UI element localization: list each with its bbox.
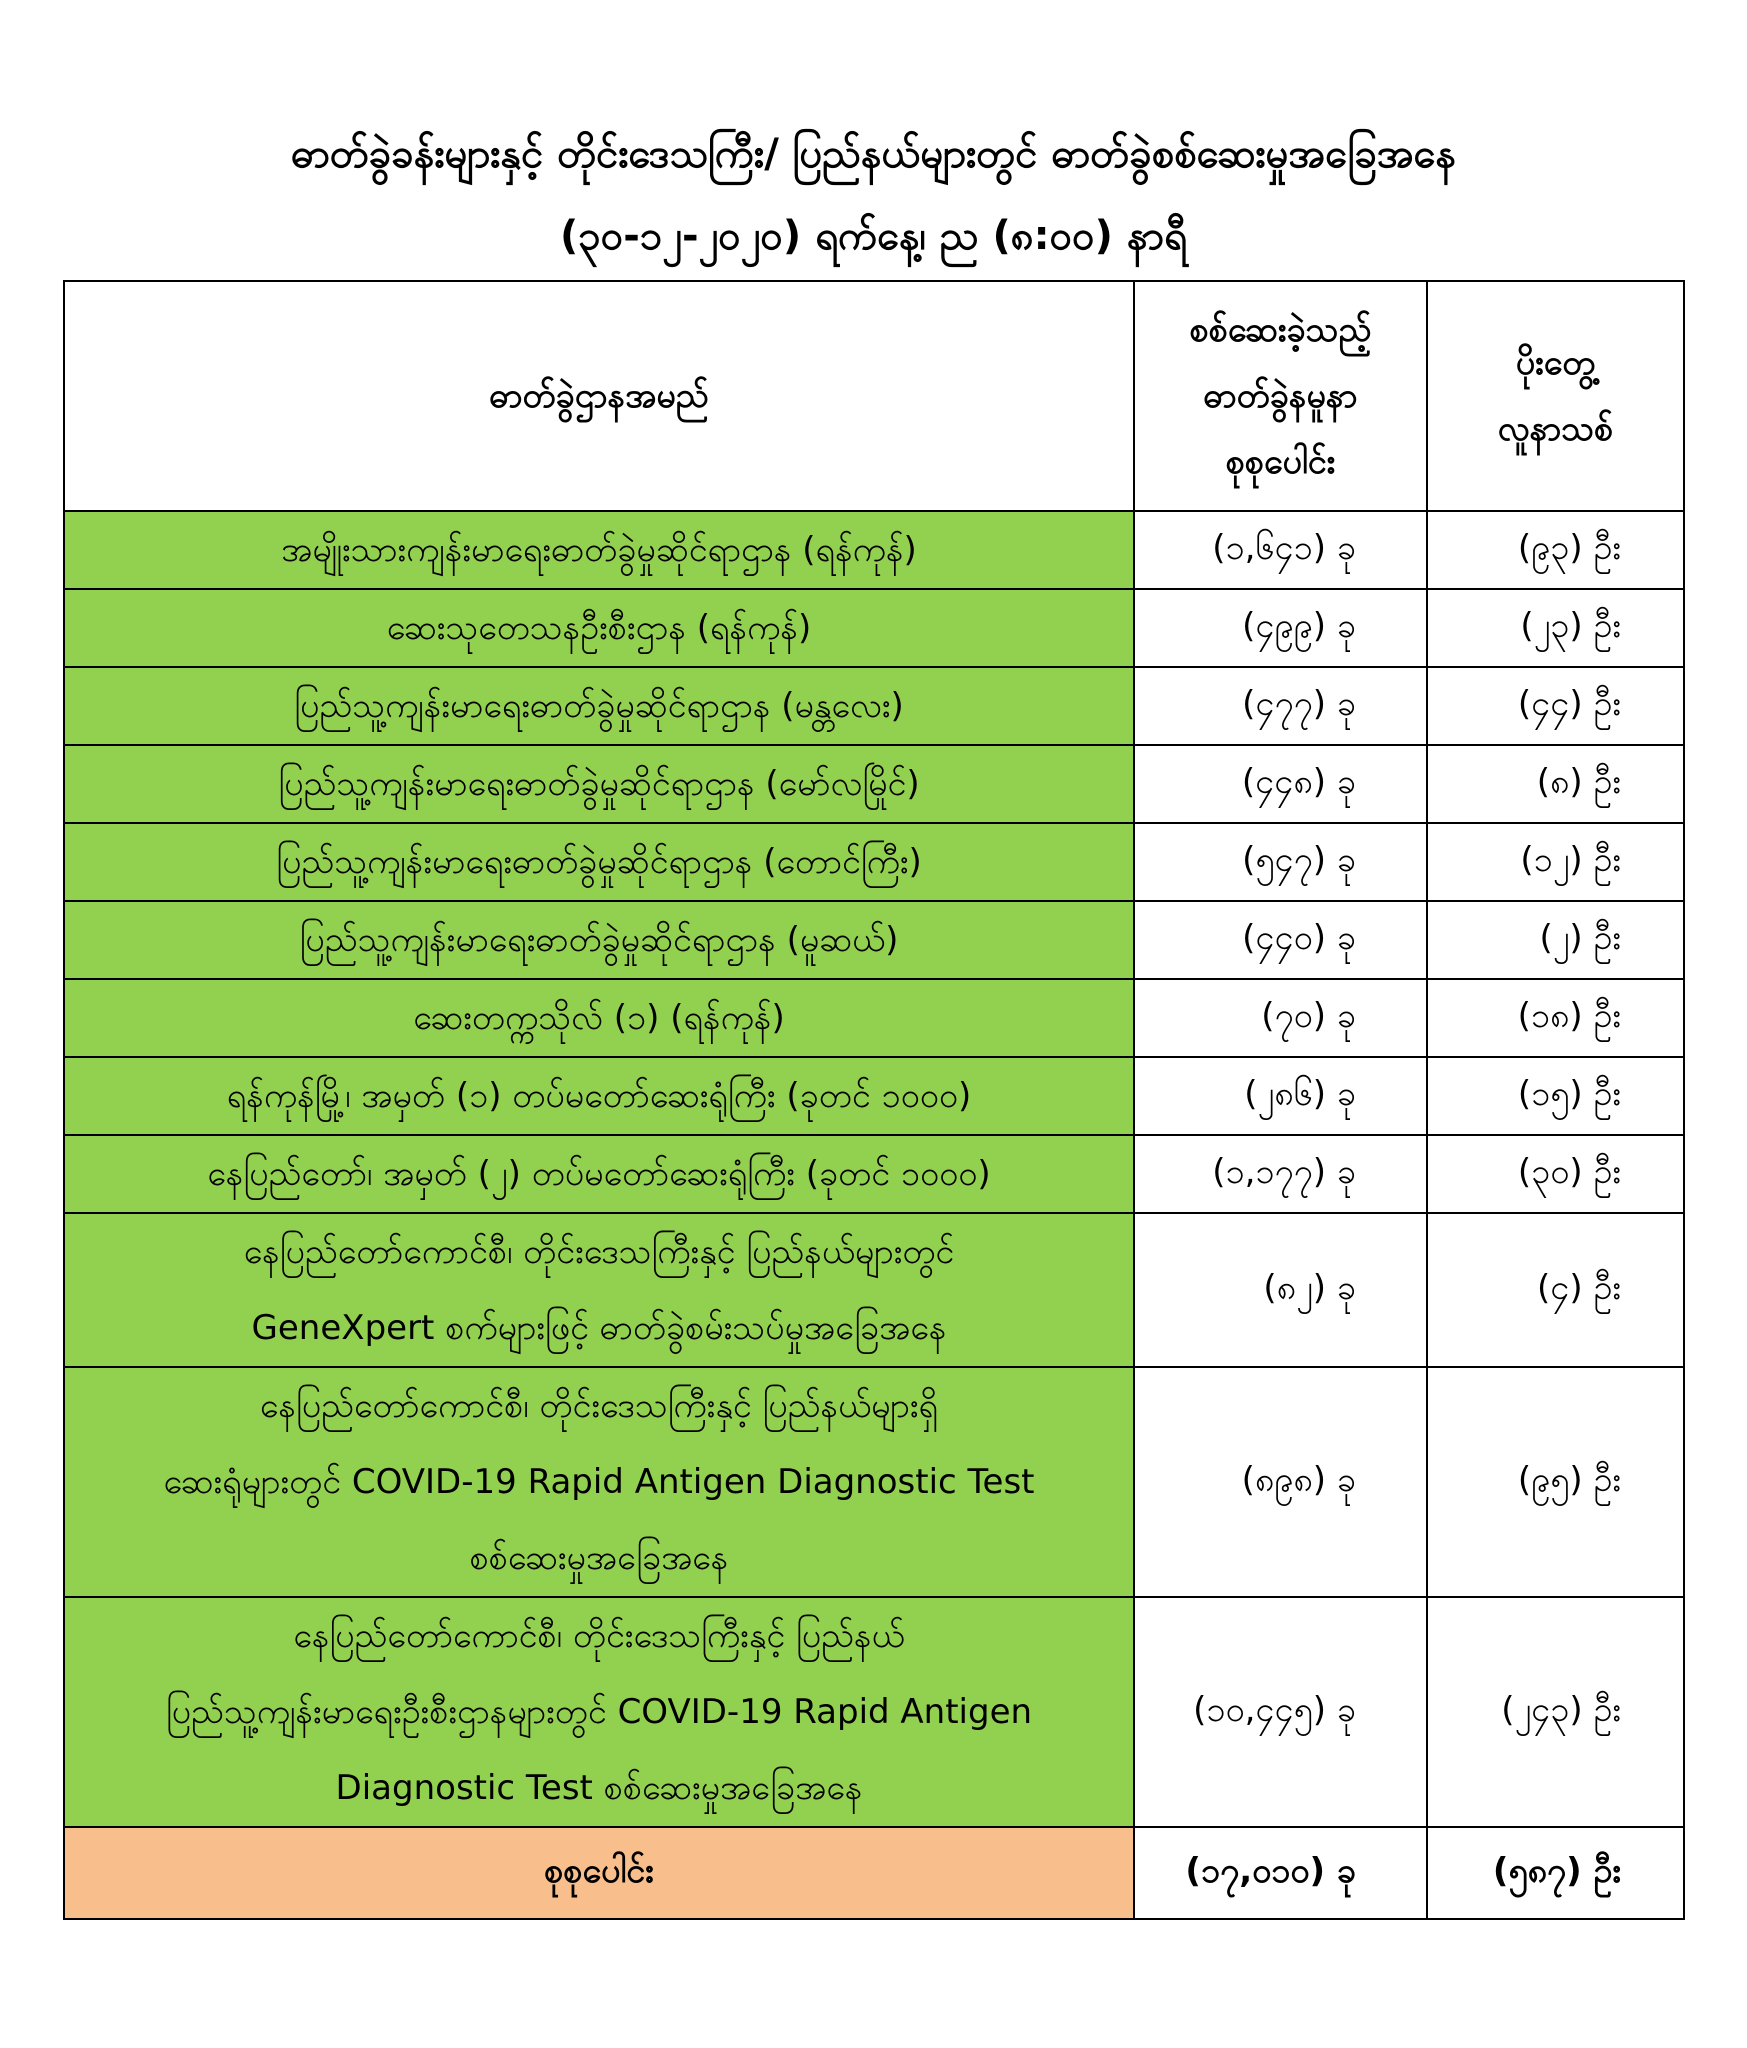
lab-name: နေပြည်တော်၊ အမှတ် (၂) တပ်မတော်ဆေးရုံကြီး (ခုတင် ၁၀၀၀) — [64, 1135, 1134, 1213]
total-positive: (၅၈၇) ဦး — [1427, 1827, 1684, 1919]
lab-name: နေပြည်တော်ကောင်စီ၊ တိုင်းဒေသကြီးနှင့် ပြည်နယ် ပြည်သူ့ကျန်းမာရေးဦးစီးဌာနများတွင် COVID-19 Rapid Antigen Diagnostic Test စစ်ဆေးမှုအခြေအနေ — [64, 1597, 1134, 1827]
report-title: ဓာတ်ခွဲခန်းများနှင့် တိုင်းဒေသကြီး/ ပြည်နယ်များတွင် ဓာတ်ခွဲစစ်ဆေးမှုအခြေအနေ — [290, 131, 1457, 177]
tested-count: (၅၄၇) ခု — [1134, 823, 1427, 901]
total-tested: (၁၇,၀၁၀) ခု — [1134, 1827, 1427, 1919]
report-date: (၃၀-၁၂-၂၀၂၀) ရက်နေ့၊ ည (၈:၀၀) နာရီ — [560, 213, 1187, 259]
tested-count: (၁၀,၄၄၅) ခု — [1134, 1597, 1427, 1827]
table-row — [64, 511, 1684, 589]
positive-count: (၉၃) ဦး — [1427, 511, 1684, 589]
positive-count: (၁၈) ဦး — [1427, 979, 1684, 1057]
table-row — [64, 1597, 1684, 1827]
table-row — [64, 745, 1684, 823]
total-row — [64, 1827, 1684, 1919]
lab-testing-table — [63, 280, 1685, 1920]
positive-count: (၁၅) ဦး — [1427, 1057, 1684, 1135]
table-row — [64, 1367, 1684, 1597]
table-row — [64, 1135, 1684, 1213]
lab-name: ဆေးသုတေသနဦးစီးဌာန (ရန်ကုန်) — [64, 589, 1134, 667]
tested-count: (၈၂) ခု — [1134, 1213, 1427, 1367]
tested-count: (၁,၆၄၁) ခု — [1134, 511, 1427, 589]
tested-count: (၄၉၉) ခု — [1134, 589, 1427, 667]
table-row — [64, 979, 1684, 1057]
lab-name: နေပြည်တော်ကောင်စီ၊ တိုင်းဒေသကြီးနှင့် ပြည်နယ်များတွင် GeneXpert စက်များဖြင့် ဓာတ်ခွဲစမ်းသပ်မှုအခြေအနေ — [64, 1213, 1134, 1367]
lab-name: အမျိုးသားကျန်းမာရေးဓာတ်ခွဲမှုဆိုင်ရာဌာန (ရန်ကုန်) — [64, 511, 1134, 589]
table-row — [64, 901, 1684, 979]
positive-count: (၂) ဦး — [1427, 901, 1684, 979]
tested-count: (၈၉၈) ခု — [1134, 1367, 1427, 1597]
lab-name: ပြည်သူ့ကျန်းမာရေးဓာတ်ခွဲမှုဆိုင်ရာဌာန (မန္တလေး) — [64, 667, 1134, 745]
lab-name: ပြည်သူ့ကျန်းမာရေးဓာတ်ခွဲမှုဆိုင်ရာဌာန (မော်လမြိုင်) — [64, 745, 1134, 823]
positive-count: (၉၅) ဦး — [1427, 1367, 1684, 1597]
positive-count: (၃၀) ဦး — [1427, 1135, 1684, 1213]
positive-count: (၁၂) ဦး — [1427, 823, 1684, 901]
lab-name: ပြည်သူ့ကျန်းမာရေးဓာတ်ခွဲမှုဆိုင်ရာဌာန (တောင်ကြီး) — [64, 823, 1134, 901]
table-row — [64, 589, 1684, 667]
positive-count: (၄၄) ဦး — [1427, 667, 1684, 745]
positive-count: (၈) ဦး — [1427, 745, 1684, 823]
header-total-tested: စစ်ဆေးခဲ့သည့် ဓာတ်ခွဲနမူနာ စုစုပေါင်း — [1134, 281, 1427, 511]
table-header-row — [64, 281, 1684, 511]
table-row — [64, 1213, 1684, 1367]
lab-name: ဆေးတက္ကသိုလ် (၁) (ရန်ကုန်) — [64, 979, 1134, 1057]
positive-count: (၂၃) ဦး — [1427, 589, 1684, 667]
tested-count: (၄၄၈) ခု — [1134, 745, 1427, 823]
positive-count: (၄) ဦး — [1427, 1213, 1684, 1367]
tested-count: (၄၄၀) ခု — [1134, 901, 1427, 979]
tested-count: (၇၀) ခု — [1134, 979, 1427, 1057]
tested-count: (၂၈၆) ခု — [1134, 1057, 1427, 1135]
tested-count: (၄၇၇) ခု — [1134, 667, 1427, 745]
header-new-positive: ပိုးတွေ့ လူနာသစ် — [1427, 281, 1684, 511]
lab-name: နေပြည်တော်ကောင်စီ၊ တိုင်းဒေသကြီးနှင့် ပြည်နယ်များရှိ ဆေးရုံများတွင် COVID-19 Rapid Antigen Diagnostic Test စစ်ဆေးမှုအခြေအနေ — [64, 1367, 1134, 1597]
lab-name: ပြည်သူ့ကျန်းမာရေးဓာတ်ခွဲမှုဆိုင်ရာဌာန (မူဆယ်) — [64, 901, 1134, 979]
table-row — [64, 1057, 1684, 1135]
tested-count: (၁,၁၇၇) ခု — [1134, 1135, 1427, 1213]
table-row — [64, 823, 1684, 901]
table-row — [64, 667, 1684, 745]
lab-name: ရန်ကုန်မြို့၊ အမှတ် (၁) တပ်မတော်ဆေးရုံကြီး (ခုတင် ၁၀၀၀) — [64, 1057, 1134, 1135]
positive-count: (၂၄၃) ဦး — [1427, 1597, 1684, 1827]
total-label: စုစုပေါင်း — [64, 1827, 1134, 1919]
header-lab-name: ဓာတ်ခွဲဌာနအမည် — [64, 281, 1134, 511]
